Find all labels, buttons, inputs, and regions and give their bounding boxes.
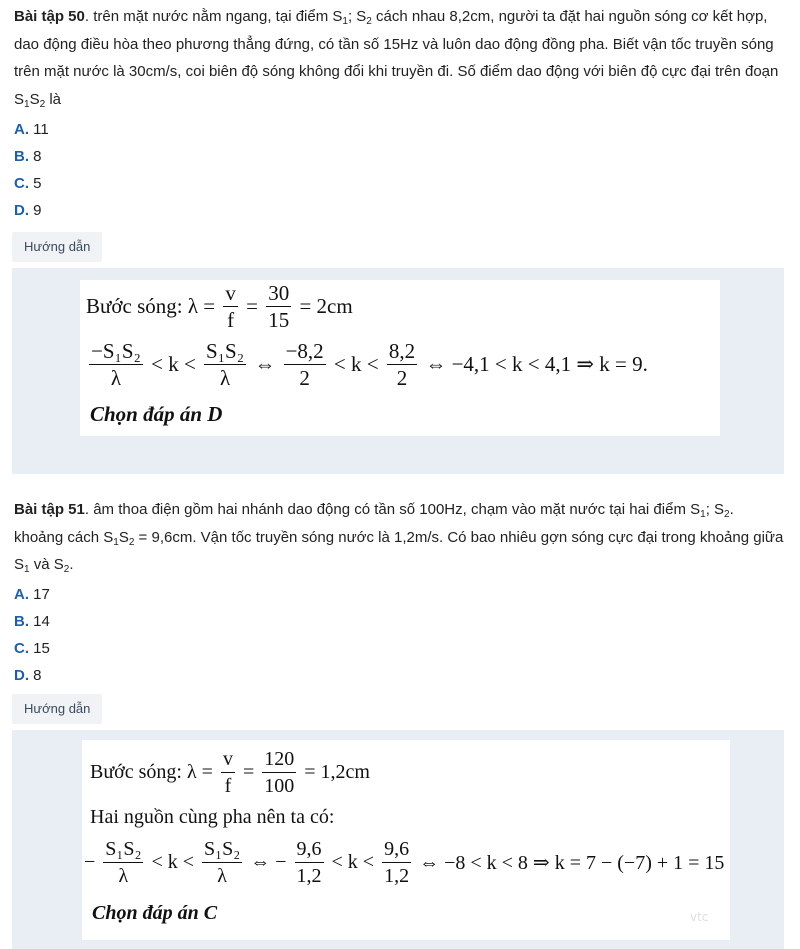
answer-51: Chọn đáp án C	[92, 902, 218, 924]
problem-50-title: Bài tập 50	[14, 8, 85, 25]
option-b[interactable]: B. 8	[14, 148, 42, 165]
option-b[interactable]: B. 14	[14, 612, 50, 630]
solution-image-51	[82, 740, 730, 940]
option-c[interactable]: C. 15	[14, 639, 50, 657]
hint-button-50[interactable]: Hướng dẫn	[12, 232, 102, 262]
watermark: vtc	[690, 910, 709, 924]
same-phase-text: Hai nguồn cùng pha nên ta có:	[90, 806, 335, 828]
option-d[interactable]: D. 8	[14, 666, 42, 684]
inequality-formula: $\frac{\text{−S₁S₂}}{\lambda}$ < k < $\frac{\text{S₁S₂}}{\lambda}$ ⇔ $\frac{-8,2}{2}$ < k < $\frac{8,2}{2}$ ⇔ −4,1 < k < 4,1 ⇒ k = 9.	[91, 339, 648, 390]
option-c[interactable]: C. 5	[14, 175, 42, 192]
problem-50	[14, 3, 786, 224]
problem-50-text: Bài tập 50. trên mặt nước nằm ngang, tại điểm $S_1$; $S_2$ cách nhau 8,2cm, người ta đặt hai nguồn sóng cơ kết hợp, dao động điều hòa theo phương thẳng đứng, có tần số 15Hz và luôn dao động đồng pha. Biết vận tốc truyền sóng trên mặt nước là 30cm/s, coi biên độ sóng không đổi khi truyền đi. Số điểm dao động với biên độ cực đại trên đoạn $S_1S_2$ là	[14, 8, 779, 110]
answer-50: Chọn đáp án D	[90, 402, 223, 426]
problem-51-text: Bài tập 51. âm thoa điện gồm hai nhánh dao động có tần số 100Hz, chạm vào mặt nước tại hai điểm $S_1$; $S_2$. khoảng cách $S_1S_2 = 9,6cm$. Vận tốc truyền sóng nước là 1,2m/s. Có bao nhiêu gợn sóng cực đại trong khoảng giữa $S_1$ và $S_2$.	[14, 501, 784, 575]
problem-51-title: Bài tập 51	[14, 501, 85, 518]
option-a[interactable]: A. 17	[14, 585, 50, 603]
solution-panel-51	[12, 730, 784, 949]
hint-button-51[interactable]: Hướng dẫn	[12, 694, 102, 724]
solution-panel-50	[12, 268, 784, 474]
problem-51	[14, 496, 786, 689]
problem-51-options	[14, 581, 786, 689]
problem-50-options	[14, 116, 786, 224]
solution-image-50	[80, 280, 720, 436]
option-d[interactable]: D. 9	[14, 202, 42, 219]
inequality-formula: − $\frac{\text{S₁S₂}}{\lambda}$ < k < $\frac{\text{S₁S₂}}{\lambda}$ ⇔ − $\frac{9,6}{1,2}$ < k < $\frac{9,6}{1,2}$ ⇔ −8 < k < 8 ⇒ k = 7 − (−7) + 1 = 15	[84, 838, 725, 887]
wavelength-formula: Bước sóng: λ = $\frac{v}{f}$ = $\frac{30}{15}$ = 2cm	[86, 281, 353, 332]
wavelength-formula: Bước sóng: λ = $\frac{v}{f}$ = $\frac{120}{100}$ = 1,2cm	[90, 748, 370, 797]
option-a[interactable]: A. 11	[14, 121, 49, 138]
